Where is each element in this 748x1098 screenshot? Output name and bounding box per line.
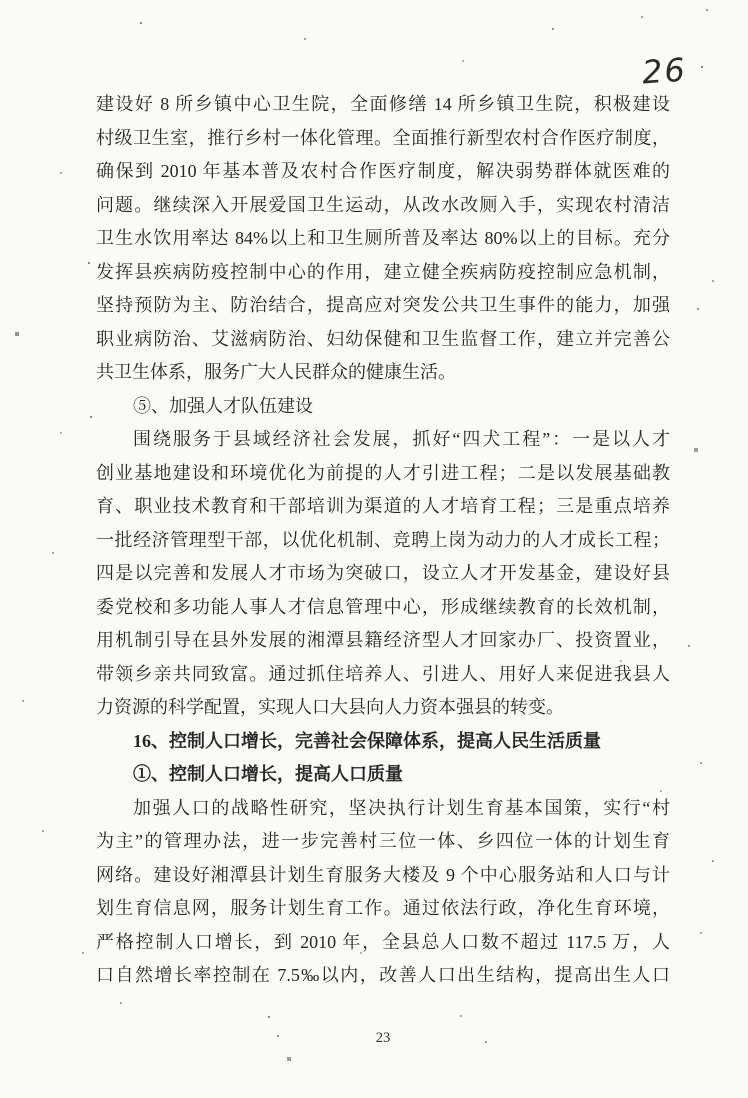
text-line: 一批经济管理型干部，以优化机制、竞聘上岗为动力的人才成长工程； [96, 529, 670, 550]
text-line: 确保到 2010 年基本普及农村合作医疗制度，解决弱势群体就医难的 [96, 161, 670, 181]
scan-specks [0, 0, 2, 2]
text-line: 口自然增长率控制在 7.5‰以内，改善人口出生结构，提高出生人口 [96, 965, 670, 985]
text-line: 用机制引导在县外发展的湘潭县籍经济型人才回家办厂、投资置业， [96, 630, 670, 650]
text-line: 四是以完善和发展人才市场为突破口，设立人才开发基金，建设好县 [96, 563, 670, 583]
text-line: 创业基地建设和环境优化为前提的人才引进工程；二是以发展基础教 [96, 462, 670, 483]
heading-talent-team: ⑤、加强人才队伍建设 [133, 395, 313, 416]
text-line: 村级卫生室，推行乡村一体化管理。全面推行新型农村合作医疗制度， [96, 127, 670, 148]
text-line: 网络。建设好湘潭县计划生育服务大楼及 9 个中心服务站和人口与计 [96, 864, 670, 885]
text-line: 育、职业技术教育和干部培训为渠道的人才培育工程；三是重点培养 [96, 496, 670, 516]
text-line: 卫生水饮用率达 84%以上和卫生厕所普及率达 80%以上的目标。充分 [96, 228, 670, 248]
paragraph-population-control [96, 792, 670, 993]
heading-population-control: ①、控制人口增长，提高人口质量 [133, 764, 403, 784]
page-number: 23 [375, 1030, 391, 1046]
heading-section-16: 16、控制人口增长，完善社会保障体系，提高人民生活质量 [133, 730, 601, 751]
text-line: 共卫生体系，服务广大人民群众的健康生活。 [96, 362, 456, 382]
paragraph-public-health [96, 88, 670, 390]
handwritten-page-number: 26 [640, 50, 688, 92]
text-line: 坚持预防为主、防治结合，提高应对突发公共卫生事件的能力，加强 [96, 295, 670, 315]
text-line: 带领乡亲共同致富。通过抓住培养人、引进人、用好人来促进我县人 [96, 663, 670, 684]
text-line: 职业病防治、艾滋病防治、妇幼保健和卫生监督工作，建立并完善公 [96, 328, 670, 349]
text-line: 问题。继续深入开展爱国卫生运动，从改水改厕入手，实现农村清洁 [96, 194, 670, 215]
text-line: 加强人口的战略性研究，坚决执行计划生育基本国策，实行“村 [133, 797, 670, 818]
text-line: 力资源的科学配置，实现人口大县向人力资本强县的转变。 [96, 697, 564, 717]
text-line: 为主”的管理办法，进一步完善村三位一体、乡四位一体的计划生育 [96, 831, 670, 851]
text-line: 发挥县疾病防疫控制中心的作用，建立健全疾病防疫控制应急机制， [96, 261, 670, 282]
text-line: 委党校和多功能人事人才信息管理中心，形成继续教育的长效机制， [96, 596, 670, 617]
paragraph-talent-team [96, 423, 670, 725]
text-line: 划生育信息网，服务计划生育工作。通过依法行政，净化生育环境， [96, 898, 670, 918]
text-line: 严格控制人口增长，到 2010 年，全县总人口数不超过 117.5 万，人 [96, 931, 670, 952]
text-line: 建设好 8 所乡镇中心卫生院，全面修缮 14 所乡镇卫生院，积极建设 [96, 94, 670, 114]
text-line: 围绕服务于县域经济社会发展，抓好“四犬工程”：一是以人才 [133, 429, 670, 449]
document-text [96, 88, 670, 993]
